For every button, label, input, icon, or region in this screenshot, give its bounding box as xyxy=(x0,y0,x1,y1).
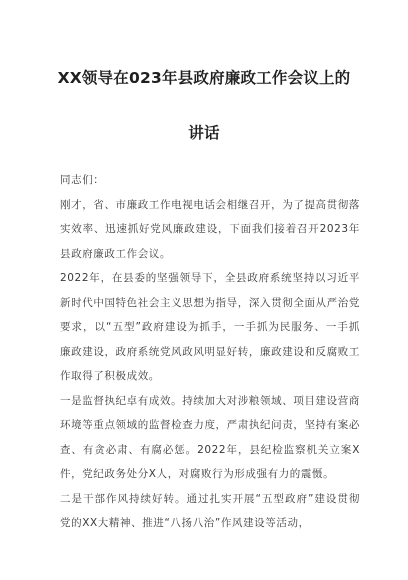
document-title-continued: 讲话 xyxy=(188,124,220,142)
document-title: XX领导在023年县政府廉政工作会议上的 xyxy=(57,69,351,87)
greeting: 同志们： xyxy=(60,174,105,186)
document-body xyxy=(60,168,360,536)
paragraph: 二是干部作风持续好转。通过扎实开展“五型政府”建设贯彻党的XX大精神、推进“八扬八治”作风建设等活动， xyxy=(60,492,360,529)
paragraph: 一是监督执纪卓有成效。持续加大对涉粮领域、项目建设营商环境等重点领域的监督检查力度，严肃执纪问责，坚持有案必查、有贪必肃、有腐必惩。2022年，县纪检监察机关立案X件，党纪政务处分X人，对腐败行为形成强有力的震慑。 xyxy=(60,394,360,480)
paragraph: 2022年，在县委的坚强领导下，全县政府系统坚持以习近平新时代中国特色社会主义思想为指导，深入贯彻全面从严治党要求，以“五型”政府建设为抓手，一手抓为民服务、一手抓廉政建设，政府系统党风政风明显好转，廉政建设和反腐败工作取得了积极成效。 xyxy=(60,272,360,382)
paragraph: 刚才，省、市廉政工作电视电话会相继召开，为了提高贯彻落实效率、迅速抓好党风廉政建设，下面我们接着召开2023年县政府廉政工作会议。 xyxy=(60,198,360,260)
